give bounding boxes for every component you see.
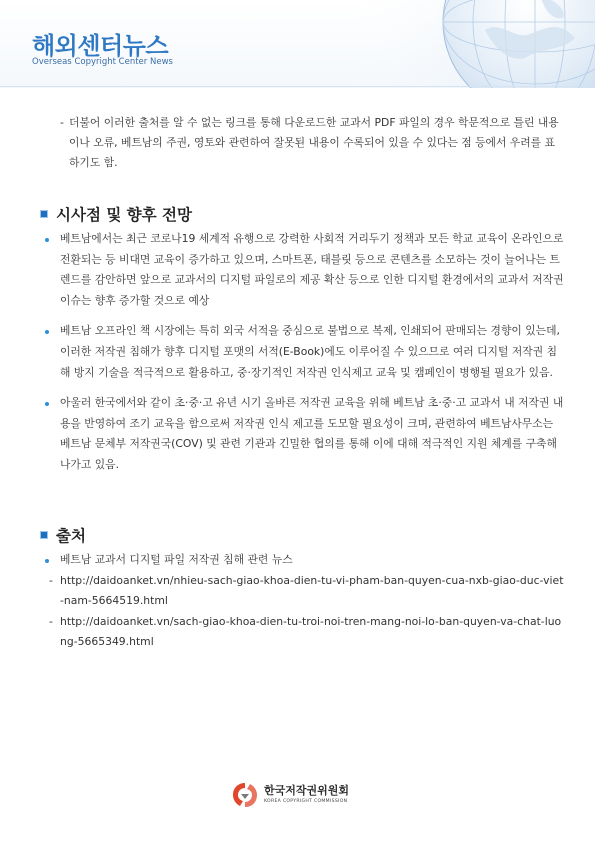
outlook-list xyxy=(44,229,564,486)
link-dash: - xyxy=(49,614,53,628)
list-item xyxy=(44,393,564,475)
source-link-url[interactable]: http://daidoanket.vn/nhieu-sach-giao-khoa-dien-tu-vi-pham-ban-quyen-cua-nxb-giao-duc-viet-nam-5664519.html xyxy=(60,573,564,608)
header-title: 해외센터뉴스 xyxy=(32,32,169,60)
header-divider xyxy=(0,86,595,87)
source-item xyxy=(44,550,564,571)
square-bullet-icon xyxy=(40,531,48,539)
section-title-outlook xyxy=(40,203,192,225)
globe-icon xyxy=(335,0,595,88)
footer-name: 한국저작권위원회 xyxy=(264,784,350,797)
list-item-text: 베트남 오프라인 책 시장에는 특히 외국 서적을 중심으로 불법으로 복제, 인쇄되어 판매되는 경향이 있는데, 이러한 저작권 침해가 향후 디지털 포맷의 서적(E-Book)에도 이루어질 수 있으므로 여러 디지털 저작권 침해 방지 기술을 적극적으로 활용하고, 중·장기적인 저작권 인식제고 교육 및 캠페인이 병행될 필요가 있음. xyxy=(60,324,560,379)
bullet-dot-icon xyxy=(45,559,49,563)
section-title-source-label: 출처 xyxy=(56,527,86,545)
footer-subtitle: KOREA COPYRIGHT COMMISSION xyxy=(264,799,348,804)
intro-text: 더불어 이러한 출처를 알 수 없는 링크를 통해 다운로드한 교과서 PDF 파일의 경우 학문적으로 틀린 내용이나 오류, 베트남의 주권, 영토와 관련하여 잘못된 내용이 수록되어 있을 수 있다는 점 등에서 우려를 표하기도 함. xyxy=(69,116,559,169)
source-link[interactable] xyxy=(44,612,564,653)
bullet-dot-icon xyxy=(45,238,49,242)
link-dash: - xyxy=(49,573,53,587)
square-bullet-icon xyxy=(40,210,48,218)
list-item-text: 베트남에서는 최근 코로나19 세계적 유행으로 강력한 사회적 거리두기 정책과 모든 학교 교육이 온라인으로 전환되는 등 비대면 교육이 증가하고 있으며, 스마트폰, 태블릿 등으로 콘텐츠를 소모하는 것이 늘어나는 트렌드를 감안하면 앞으로 교과서의 디지털 파일로의 제공 확산 등으로 인한 디지털 환경에서의 교과서 저작권 이슈는 향후 증가할 것으로 예상 xyxy=(60,232,564,307)
section-title-source xyxy=(40,524,86,546)
list-item xyxy=(44,229,564,311)
intro-paragraph xyxy=(60,113,565,173)
footer-logo xyxy=(230,780,370,812)
source-link-url[interactable]: http://daidoanket.vn/sach-giao-khoa-dien-tu-troi-noi-tren-mang-noi-lo-ban-quyen-va-chat-luong-5665349.html xyxy=(60,614,562,649)
bullet-dot-icon xyxy=(45,330,49,334)
list-item-text: 아울러 한국에서와 같이 초·중·고 유년 시기 올바른 저작권 교육을 위해 베트남 초·중·고 교과서 내 저작권 내용을 반영하여 조기 교육을 함으로써 저작권 인식 제고를 도모할 필요성이 크며, 관련하여 베트남사무소는 베트남 문체부 저작권국(COV) 및 관련 기관과 긴밀한 협의를 통해 이에 대해 적극적인 지원 체계를 구축해나가고 있음. xyxy=(60,396,564,471)
source-list xyxy=(44,550,564,653)
bullet-dot-icon xyxy=(45,402,49,406)
source-link[interactable] xyxy=(44,571,564,612)
list-item xyxy=(44,321,564,383)
header-subtitle: Overseas Copyright Center News xyxy=(32,57,173,67)
commission-logo-icon xyxy=(230,780,260,810)
source-item-text: 베트남 교과서 디지털 파일 저작권 침해 관련 뉴스 xyxy=(60,553,293,566)
intro-dash: - xyxy=(60,116,64,129)
section-title-outlook-label: 시사점 및 향후 전망 xyxy=(56,206,192,224)
page-header xyxy=(0,0,595,88)
